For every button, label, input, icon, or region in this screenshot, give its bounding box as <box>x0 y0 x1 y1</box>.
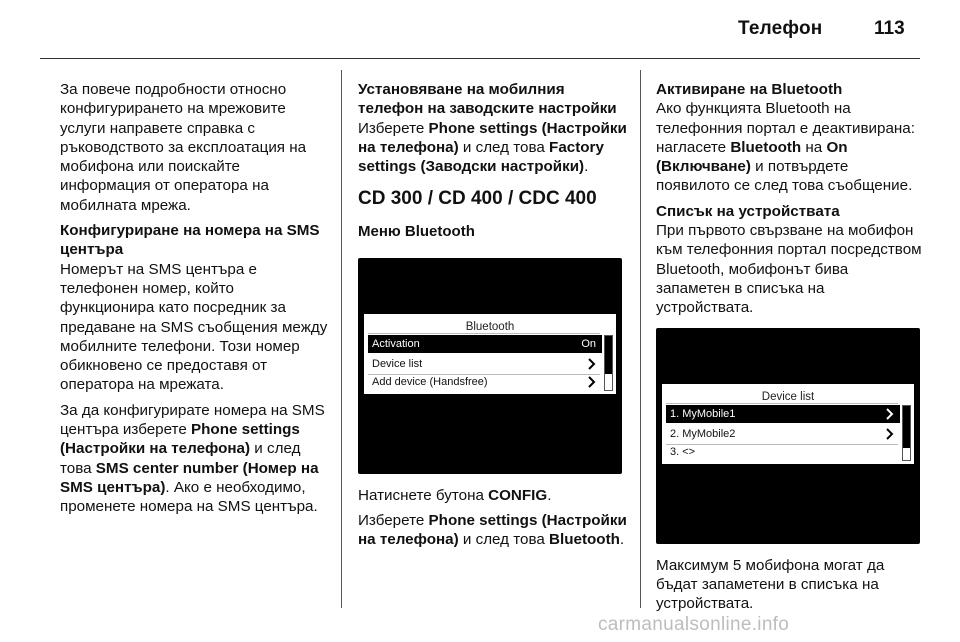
device-list-screen <box>656 328 920 544</box>
row-value: On <box>581 337 596 350</box>
page-title: Телефон <box>738 18 823 39</box>
panel-title: Bluetooth <box>465 320 515 333</box>
text-run: . <box>619 531 625 549</box>
divider <box>666 403 898 404</box>
column-1 <box>60 80 330 523</box>
scrollbar-thumb[interactable] <box>605 336 612 374</box>
row-label: 3. <> <box>670 445 696 458</box>
sms-body: Номерът на SMS центъра е телефонен номер, който функционира като посредник за предаване на SMS съобщения между мобилните телефони. Този номер обикновено се предоставя от оператора на мрежата. <box>60 260 328 394</box>
watermark: carmanualsonline.info <box>598 614 790 635</box>
text-run: и след това <box>458 138 550 156</box>
row-label: Activation <box>372 337 420 350</box>
page-number: 113 <box>874 18 905 39</box>
panel-title: Device list <box>761 390 815 403</box>
scrollbar-thumb[interactable] <box>903 406 910 448</box>
text-run: Изберете <box>358 119 429 137</box>
device-list-section <box>656 202 926 318</box>
bluetooth-label: Bluetooth <box>549 531 620 549</box>
text-run: Изберете <box>358 512 429 530</box>
press-config-paragraph <box>358 486 628 505</box>
phone-settings-label: Phone settings (Настройки на телефона) <box>358 119 627 156</box>
menu-row-add-device[interactable] <box>368 373 602 391</box>
chevron-right-icon <box>886 408 894 420</box>
device-list-panel <box>662 384 914 464</box>
on-label: On (Включване) <box>656 138 848 176</box>
row-label: 2. MyMobile2 <box>670 427 736 440</box>
phone-settings-label: Phone settings (Настройки на телефона) <box>60 421 300 458</box>
chevron-right-icon <box>588 358 596 370</box>
device-list-heading: Списък на устройствата <box>656 202 840 220</box>
text-run: . Ако е необходимо, променете номера на SMS центъра. <box>60 478 318 516</box>
activate-section <box>656 80 926 196</box>
select-bluetooth-paragraph <box>358 511 628 550</box>
row-label: 1. MyMobile1 <box>670 407 736 420</box>
bluetooth-panel <box>364 314 616 394</box>
menu-row-device-list[interactable] <box>368 355 602 373</box>
bluetooth-label: Bluetooth <box>730 138 802 156</box>
column-2 <box>358 80 628 556</box>
config-button-label: CONFIG <box>488 486 548 504</box>
intro-paragraph: За повече подробности относно конфигурирането на мрежовите услуги направете справка с ръководството за експлоатация на мобифона или поискайте информация от оператора на мобилната мрежа. <box>60 81 307 214</box>
text-run: и след това <box>60 440 301 477</box>
bluetooth-menu-screen <box>358 258 622 474</box>
text-run: . <box>584 158 589 176</box>
row-label: Device list <box>372 357 423 370</box>
chevron-right-icon <box>588 376 596 388</box>
column-divider-2 <box>640 70 641 608</box>
text-run: Натиснете бутона <box>358 486 489 504</box>
header-divider <box>40 58 920 59</box>
max-devices-paragraph: Максимум 5 мобифона могат да бъдат запаметени в списъка на устройствата. <box>656 556 885 613</box>
activate-heading: Активиране на Bluetooth <box>656 81 843 98</box>
chevron-right-icon <box>886 428 894 440</box>
column-divider-1 <box>341 70 342 608</box>
text-run: и потвърдете появилото се след това съобщение. <box>656 158 913 195</box>
scrollbar[interactable] <box>604 335 613 391</box>
divider <box>368 333 600 334</box>
row-label: Add device (Handsfree) <box>372 375 488 388</box>
model-heading: CD 300 / CD 400 / CDC 400 <box>358 188 597 210</box>
text-run: на <box>801 138 827 156</box>
reset-heading: Установяване на мобилния телефон на заводските настройки <box>358 81 617 118</box>
sms-section <box>60 221 330 395</box>
sms-center-number-label: SMS center number (Номер на SMS центъра) <box>60 459 319 496</box>
text-run: и след това <box>458 531 550 549</box>
phone-settings-label: Phone settings (Настройки на телефона) <box>358 512 627 549</box>
device-list-body: При първото свързване на мобифон към телефонния портал посредством Bluetooth, мобифонът бива запаметен в списъка на устройствата. <box>656 222 922 317</box>
text-run: Ако функцията Bluetooth на телефонния портал е деактивирана: нагласете <box>656 100 915 156</box>
menu-heading: Меню Bluetooth <box>358 223 475 241</box>
scrollbar[interactable] <box>902 405 911 461</box>
menu-row-activation[interactable] <box>368 335 602 353</box>
sms-heading: Конфигуриране на номера на SMS центъра <box>60 222 320 259</box>
factory-settings-label: Factory settings (Заводски настройки) <box>358 138 604 176</box>
reset-section <box>358 80 628 176</box>
device-row-3[interactable] <box>666 443 900 461</box>
column-3 <box>656 80 926 619</box>
device-row-1[interactable] <box>666 405 900 423</box>
sms-config-paragraph <box>60 401 330 517</box>
device-row-2[interactable] <box>666 425 900 443</box>
text-run: . <box>547 486 552 504</box>
text-run: За да конфигурирате номера на SMS центъра изберете <box>60 401 325 439</box>
